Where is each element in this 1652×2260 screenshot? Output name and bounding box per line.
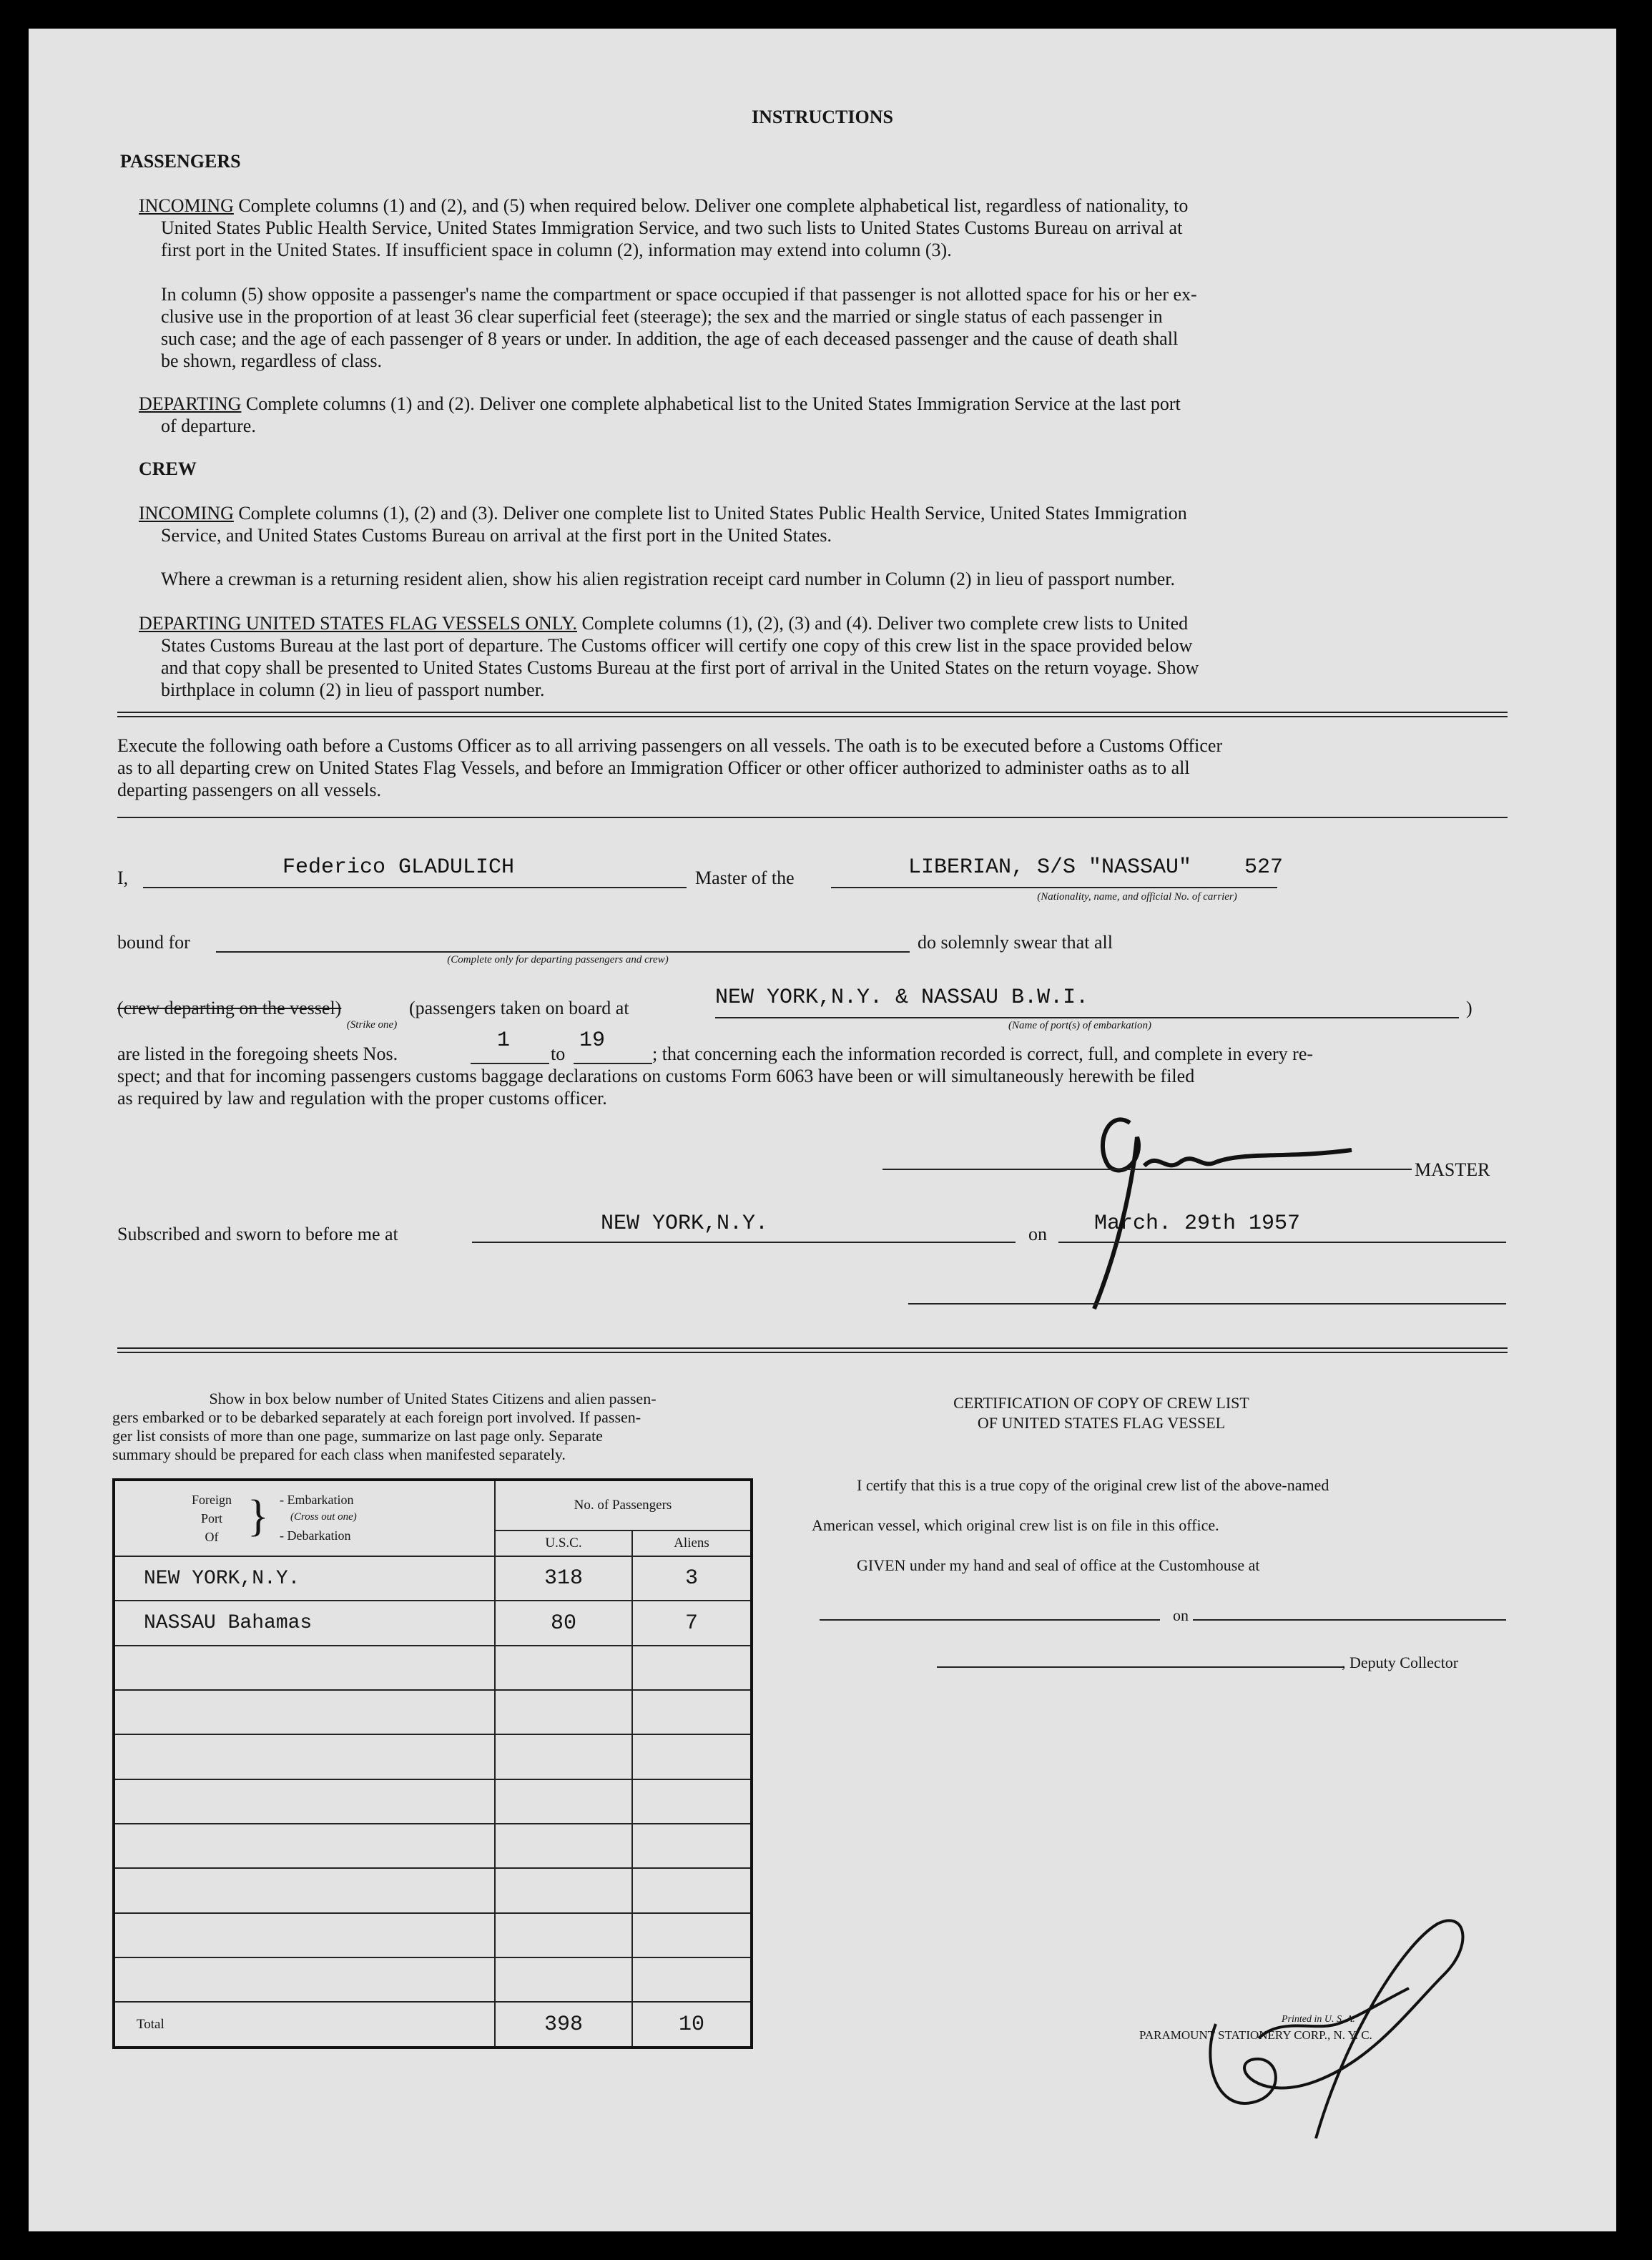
flag-para bbox=[139, 612, 1188, 634]
departing-line2: of departure. bbox=[161, 416, 256, 436]
printed-in: Printed in U. S. A. bbox=[1282, 2014, 1355, 2025]
passenger-summary-table bbox=[112, 1478, 753, 2049]
row-port bbox=[114, 1957, 495, 2002]
spect-line: spect; and that for incoming passengers customs baggage declarations on customs Form 6063 have been or will simultaneously herewith be filed bbox=[117, 1066, 1195, 1086]
divider bbox=[117, 716, 1508, 717]
row-port bbox=[114, 1690, 495, 1734]
row-aliens bbox=[632, 1734, 752, 1779]
row-port bbox=[114, 1868, 495, 1912]
flag-line2: States Customs Bureau at the last port of departure. The Customs officer will certify one copy of this crew list in the space provided below bbox=[161, 635, 1193, 656]
row-port bbox=[114, 1913, 495, 1957]
total-label: Total bbox=[114, 2002, 495, 2048]
total-row bbox=[114, 2002, 752, 2048]
sheet-to: 19 bbox=[579, 1028, 606, 1053]
flag-label: DEPARTING UNITED STATES FLAG VESSELS ONLY. bbox=[139, 613, 577, 634]
table-row bbox=[114, 1868, 752, 1912]
listed-rest: ; that concerning each the information recorded is correct, full, and complete in every re- bbox=[652, 1043, 1314, 1064]
exec-line1: Execute the following oath before a Customs Officer as to all arriving passengers on all vessels. The oath is to be executed before a Customs Officer bbox=[117, 735, 1223, 756]
table-row bbox=[114, 1690, 752, 1734]
deputy-label: , Deputy Collector bbox=[1342, 1654, 1459, 1671]
table-row bbox=[114, 1913, 752, 1957]
hdr-aliens: Aliens bbox=[632, 1531, 752, 1556]
row-aliens bbox=[632, 1957, 752, 2002]
row-usc bbox=[495, 1646, 632, 1690]
table-row bbox=[114, 1824, 752, 1868]
master-of-label: Master of the bbox=[695, 868, 795, 888]
certify-line: I certify that this is a true copy of the original crew list of the above-named bbox=[857, 1476, 1329, 1494]
departing-para bbox=[139, 393, 1181, 415]
row-aliens bbox=[632, 1646, 752, 1690]
col5-line2: clusive use in the proportion of at least 36 clear superficial feet (steerage); the sex and the married or single status of each passenger in bbox=[161, 306, 1163, 327]
swear-label: do solemnly swear that all bbox=[918, 932, 1113, 953]
law-line: as required by law and regulation with the proper customs officer. bbox=[117, 1088, 607, 1109]
col5-line4: be shown, regardless of class. bbox=[161, 350, 383, 371]
show-line1: Show in box below number of United States Citizens and alien passen- bbox=[209, 1390, 657, 1407]
row-port bbox=[114, 1646, 495, 1690]
table-row bbox=[114, 1556, 752, 1601]
crew-heading: CREW bbox=[139, 458, 197, 479]
master-label: MASTER bbox=[1415, 1159, 1490, 1180]
incoming-line3: first port in the United States. If insufficient space in column (2), information may extend into column (3). bbox=[161, 240, 952, 260]
incoming-label: INCOMING bbox=[139, 195, 234, 216]
row-aliens bbox=[632, 1868, 752, 1912]
port-caption: (Name of port(s) of embarkation) bbox=[1008, 1020, 1151, 1031]
flag-line1: Complete columns (1), (2), (3) and (4). Deliver two complete crew lists to United bbox=[581, 613, 1189, 634]
table-row bbox=[114, 1779, 752, 1824]
customhouse-line bbox=[820, 1619, 1160, 1621]
sworn-place-line bbox=[472, 1242, 1016, 1243]
printer-imprint: PARAMOUNT STATIONERY CORP., N. Y. C. bbox=[1139, 2028, 1372, 2042]
departing-line1: Complete columns (1) and (2). Deliver one complete alphabetical list to the United States Immigration Service at the last port bbox=[245, 393, 1181, 414]
hdr-embarkation: - Embarkation bbox=[280, 1493, 354, 1508]
row-aliens bbox=[632, 1913, 752, 1957]
deputy-line bbox=[937, 1666, 1344, 1668]
crew-strike: (crew departing on the vessel) bbox=[117, 998, 342, 1018]
i-label: I, bbox=[117, 868, 129, 888]
bound-caption: (Complete only for departing passengers and crew) bbox=[447, 954, 669, 966]
on-label: on bbox=[1028, 1224, 1047, 1244]
show-line3: ger list consists of more than one page, summarize on last page only. Separate bbox=[112, 1427, 603, 1445]
hdr-cross: (Cross out one) bbox=[290, 1511, 357, 1523]
row-aliens: 3 bbox=[632, 1556, 752, 1601]
incoming-para bbox=[139, 195, 1188, 217]
row-aliens bbox=[632, 1824, 752, 1868]
port-header-cell bbox=[114, 1480, 495, 1556]
divider bbox=[117, 817, 1508, 818]
sheet-from-line bbox=[471, 1063, 549, 1064]
master-name: Federico GLADULICH bbox=[282, 855, 515, 880]
hdr-no-passengers: No. of Passengers bbox=[495, 1480, 752, 1531]
master-name-line bbox=[143, 887, 687, 888]
table-row bbox=[114, 1646, 752, 1690]
row-usc bbox=[495, 1779, 632, 1824]
row-usc bbox=[495, 1824, 632, 1868]
sworn-date: March. 29th 1957 bbox=[1094, 1212, 1301, 1236]
row-usc bbox=[495, 1734, 632, 1779]
exec-line3: departing passengers on all vessels. bbox=[117, 780, 381, 800]
incoming-line2: United States Public Health Service, United States Immigration Service, and two such lists to United States Customs Bureau on arrival at bbox=[161, 217, 1183, 238]
divider bbox=[117, 1347, 1508, 1349]
incoming-line1: Complete columns (1) and (2), and (5) when required below. Deliver one complete alphabetical list, regardless of nationality, to bbox=[238, 195, 1189, 216]
row-aliens bbox=[632, 1779, 752, 1824]
officer-line bbox=[908, 1303, 1506, 1305]
divider bbox=[117, 712, 1508, 713]
close-paren: ) bbox=[1466, 998, 1472, 1018]
row-usc bbox=[495, 1913, 632, 1957]
row-usc bbox=[495, 1957, 632, 2002]
col5-line1: In column (5) show opposite a passenger's name the compartment or space occupied if that passenger is not allotted space for his or her ex- bbox=[161, 284, 1197, 305]
cert-date-line bbox=[1193, 1619, 1506, 1621]
passengers-heading: PASSENGERS bbox=[120, 151, 241, 172]
sheet-from: 1 bbox=[497, 1028, 511, 1053]
row-usc bbox=[495, 1868, 632, 1912]
cert-title-line1: CERTIFICATION OF COPY OF CREW LIST bbox=[953, 1394, 1249, 1412]
bound-for-line bbox=[216, 951, 910, 953]
vessel-number: 527 bbox=[1244, 855, 1284, 880]
total-usc: 398 bbox=[495, 2002, 632, 2048]
hdr-foreign: Foreign bbox=[192, 1493, 232, 1508]
col5-line3: such case; and the age of each passenger of 8 years or under. In addition, the age of each deceased passenger and the cause of death shall bbox=[161, 328, 1179, 349]
signature-line bbox=[882, 1169, 1412, 1170]
official-signature bbox=[1173, 1867, 1488, 2153]
bound-for-label: bound for bbox=[117, 932, 190, 953]
show-line4: summary should be prepared for each class when manifested separately. bbox=[112, 1445, 566, 1463]
crewman-line: Where a crewman is a returning resident alien, show his alien registration receipt card number in Column (2) in lieu of passport number. bbox=[161, 569, 1176, 589]
port-embarkation: NEW YORK,N.Y. & NASSAU B.W.I. bbox=[715, 986, 1089, 1010]
vessel-line bbox=[831, 887, 1277, 888]
table-header-row bbox=[114, 1480, 752, 1531]
vessel-caption: (Nationality, name, and official No. of carrier) bbox=[1037, 891, 1237, 903]
total-aliens: 10 bbox=[632, 2002, 752, 2048]
hdr-debarkation: - Debarkation bbox=[280, 1528, 351, 1543]
subscribed-label: Subscribed and sworn to before me at bbox=[117, 1224, 398, 1244]
sheet-to-line bbox=[574, 1063, 652, 1064]
table-row bbox=[114, 1957, 752, 2002]
flag-line4: birthplace in column (2) in lieu of passport number. bbox=[161, 679, 545, 700]
brace-glyph: } bbox=[247, 1492, 269, 1541]
listed-label: are listed in the foregoing sheets Nos. bbox=[117, 1043, 398, 1064]
flag-line3: and that copy shall be presented to United States Customs Bureau at the first port of arrival in the United States on the return voyage. Show bbox=[161, 657, 1199, 678]
row-port bbox=[114, 1824, 495, 1868]
row-port: NEW YORK,N.Y. bbox=[114, 1556, 495, 1601]
exec-line2: as to all departing crew on United States Flag Vessels, and before an Immigration Officer or other officer authorized to administer oaths as to all bbox=[117, 757, 1190, 778]
crew-incoming-line1: Complete columns (1), (2) and (3). Deliver one complete list to United States Public Health Service, United States Immigration bbox=[238, 503, 1187, 524]
crew-incoming-para bbox=[139, 502, 1187, 524]
table-row bbox=[114, 1734, 752, 1779]
row-aliens: 7 bbox=[632, 1601, 752, 1645]
instructions-title: INSTRUCTIONS bbox=[752, 107, 893, 127]
given-line: GIVEN under my hand and seal of office at the Customhouse at bbox=[857, 1556, 1260, 1574]
crew-incoming-label: INCOMING bbox=[139, 503, 234, 524]
cert-title-line2: OF UNITED STATES FLAG VESSEL bbox=[977, 1414, 1226, 1432]
document-page bbox=[29, 29, 1616, 2231]
to-label: to bbox=[551, 1043, 566, 1064]
hdr-usc: U.S.C. bbox=[495, 1531, 632, 1556]
hdr-port: Port bbox=[200, 1511, 222, 1526]
row-aliens bbox=[632, 1690, 752, 1734]
row-usc: 318 bbox=[495, 1556, 632, 1601]
strike-caption: (Strike one) bbox=[346, 1019, 398, 1031]
row-usc bbox=[495, 1690, 632, 1734]
port-line bbox=[715, 1017, 1459, 1018]
cert-on-label: on bbox=[1173, 1606, 1189, 1624]
hdr-of: Of bbox=[205, 1530, 219, 1545]
row-port: NASSAU Bahamas bbox=[114, 1601, 495, 1645]
master-signature bbox=[1080, 1094, 1380, 1323]
table-row bbox=[114, 1601, 752, 1645]
american-line: American vessel, which original crew list is on file in this office. bbox=[812, 1516, 1219, 1534]
divider bbox=[117, 1352, 1508, 1353]
row-port bbox=[114, 1779, 495, 1824]
row-usc: 80 bbox=[495, 1601, 632, 1645]
show-line2: gers embarked or to be debarked separately at each foreign port involved. If passen- bbox=[112, 1408, 641, 1426]
vessel-name: LIBERIAN, S/S "NASSAU" bbox=[908, 855, 1192, 880]
passengers-on-board: (passengers taken on board at bbox=[409, 998, 629, 1018]
sworn-date-line bbox=[1058, 1242, 1506, 1243]
departing-label: DEPARTING bbox=[139, 393, 242, 414]
crew-incoming-line2: Service, and United States Customs Bureau on arrival at the first port in the United States. bbox=[161, 525, 832, 546]
sworn-place: NEW YORK,N.Y. bbox=[601, 1212, 769, 1236]
row-port bbox=[114, 1734, 495, 1779]
